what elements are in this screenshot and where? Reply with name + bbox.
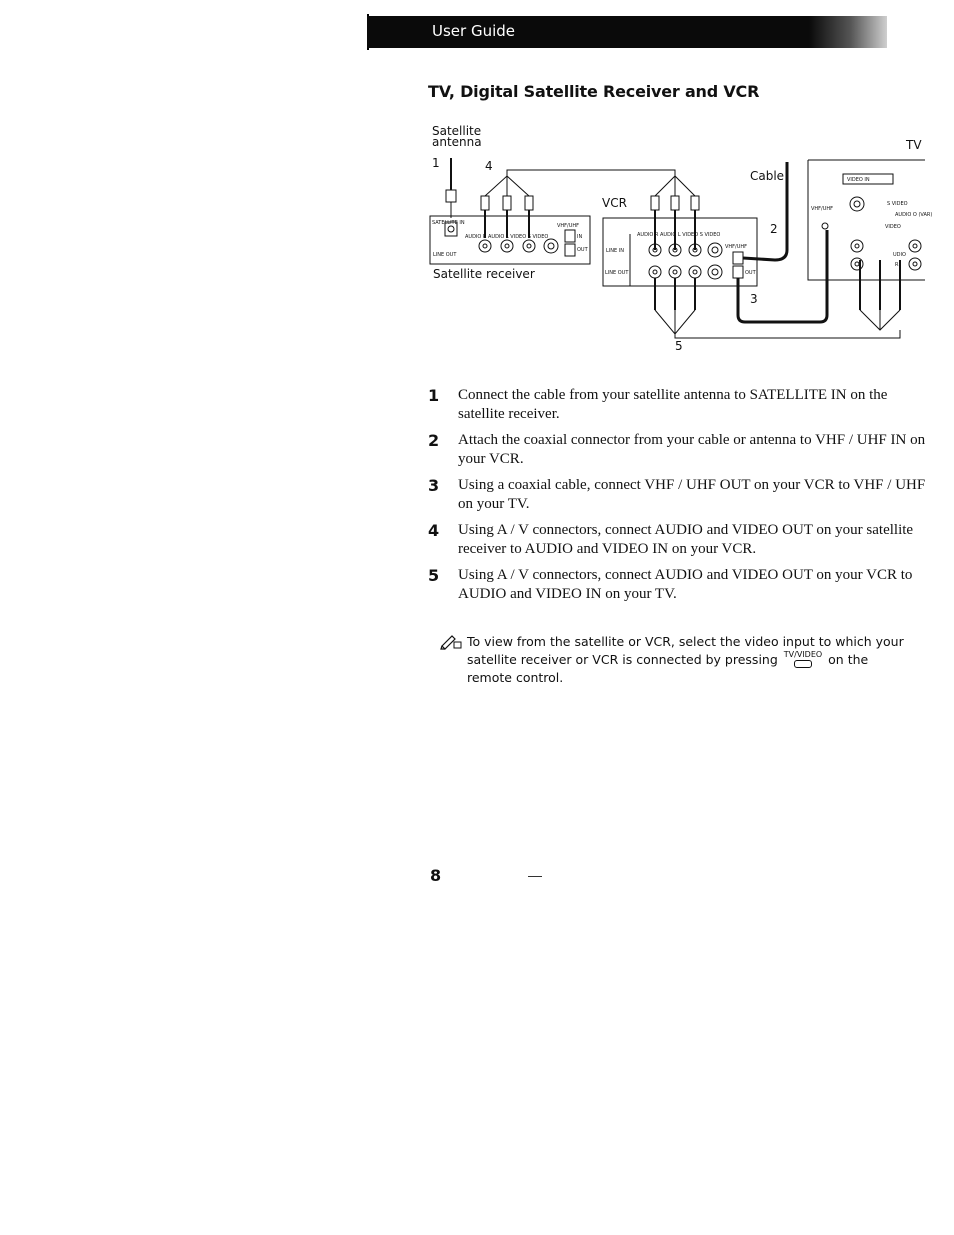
tv-audio-label: UDIO xyxy=(893,252,906,258)
note-text-after: on the remote control. xyxy=(467,652,869,685)
note-block xyxy=(440,633,910,687)
section-title: TV, Digital Satellite Receiver and VCR xyxy=(428,82,760,101)
tv-video-label: VIDEO xyxy=(885,224,901,230)
step-text: Attach the coaxial connector from your cable or antenna to VHF / UHF IN on your VCR. xyxy=(458,432,926,467)
callout-5: 5 xyxy=(675,339,683,353)
step-item xyxy=(428,476,928,514)
note-text-before: To view from the satellite or VCR, select the video input to which your satellite receiver or VCR is connected by pressing xyxy=(467,634,904,667)
step-text: Using A / V connectors, connect AUDIO and VIDEO OUT on your VCR to AUDIO and VIDEO IN on your TV. xyxy=(458,567,913,602)
vcr-line-in-label: LINE IN xyxy=(606,248,624,254)
step-number: 3 xyxy=(428,476,440,495)
vcr-out-port-label: OUT xyxy=(745,270,756,276)
vcr-line-out-label: LINE OUT xyxy=(605,270,629,276)
tv-r-label: R xyxy=(895,262,899,268)
step-item xyxy=(428,386,928,424)
vcr-av-label: AUDIO R AUDIO L VIDEO S VIDEO xyxy=(637,232,721,238)
step-text: Using A / V connectors, connect AUDIO and VIDEO OUT on your satellite receiver to AUDIO and VIDEO IN on your VCR. xyxy=(458,522,914,557)
vcr-vhf-label: VHF/UHF xyxy=(725,244,748,250)
vcr-label: VCR xyxy=(602,196,627,210)
step-number: 4 xyxy=(428,521,440,540)
satellite-antenna-label: Satellite antenna xyxy=(432,124,482,149)
cable-label: Cable xyxy=(750,169,785,183)
tv-label: TV xyxy=(906,138,922,152)
tv-audio-var-label: AUDIO O (VAR) xyxy=(895,212,933,218)
step-item xyxy=(428,566,928,604)
connection-diagram xyxy=(425,150,933,353)
steps-list xyxy=(428,386,928,611)
sat-in-port-label: IN xyxy=(577,234,583,240)
step-number: 5 xyxy=(428,566,440,585)
sat-line-out-label: LINE OUT xyxy=(433,252,457,258)
tv-video-in-label: VIDEO IN xyxy=(847,177,870,183)
step-item xyxy=(428,521,928,559)
footer-dash xyxy=(528,876,542,877)
tv-video-button-icon xyxy=(784,651,822,668)
sat-av-label: AUDIO R AUDIO L VIDEO S VIDEO xyxy=(465,234,549,240)
callout-3: 3 xyxy=(750,292,758,306)
sat-vhf-label: VHF/UHF xyxy=(557,223,580,229)
sat-out-port-label: OUT xyxy=(577,247,588,253)
tv-vhf-label: VHF/UHF xyxy=(811,206,834,212)
tv-svideo-label: S VIDEO xyxy=(887,201,908,207)
tv-video-button-label: TV/VIDEO xyxy=(783,650,823,659)
page-number: 8 xyxy=(430,866,442,885)
step-text: Using a coaxial cable, connect VHF / UHF OUT on your VCR to VHF / UHF on your TV. xyxy=(458,477,926,512)
header-title: User Guide xyxy=(432,22,516,40)
step-text: Connect the cable from your satellite antenna to SATELLITE IN on the satellite receiver. xyxy=(458,387,888,422)
step-item xyxy=(428,431,928,469)
note-text xyxy=(467,633,910,687)
step-number: 2 xyxy=(428,431,440,450)
satellite-receiver-label: Satellite receiver xyxy=(433,267,535,281)
callout-4: 4 xyxy=(485,159,493,173)
callout-2: 2 xyxy=(770,222,778,236)
sat-in-label: SATELLITE IN xyxy=(432,220,465,226)
pencil-note-icon xyxy=(440,633,462,654)
step-number: 1 xyxy=(428,386,440,405)
callout-1: 1 xyxy=(432,156,440,170)
